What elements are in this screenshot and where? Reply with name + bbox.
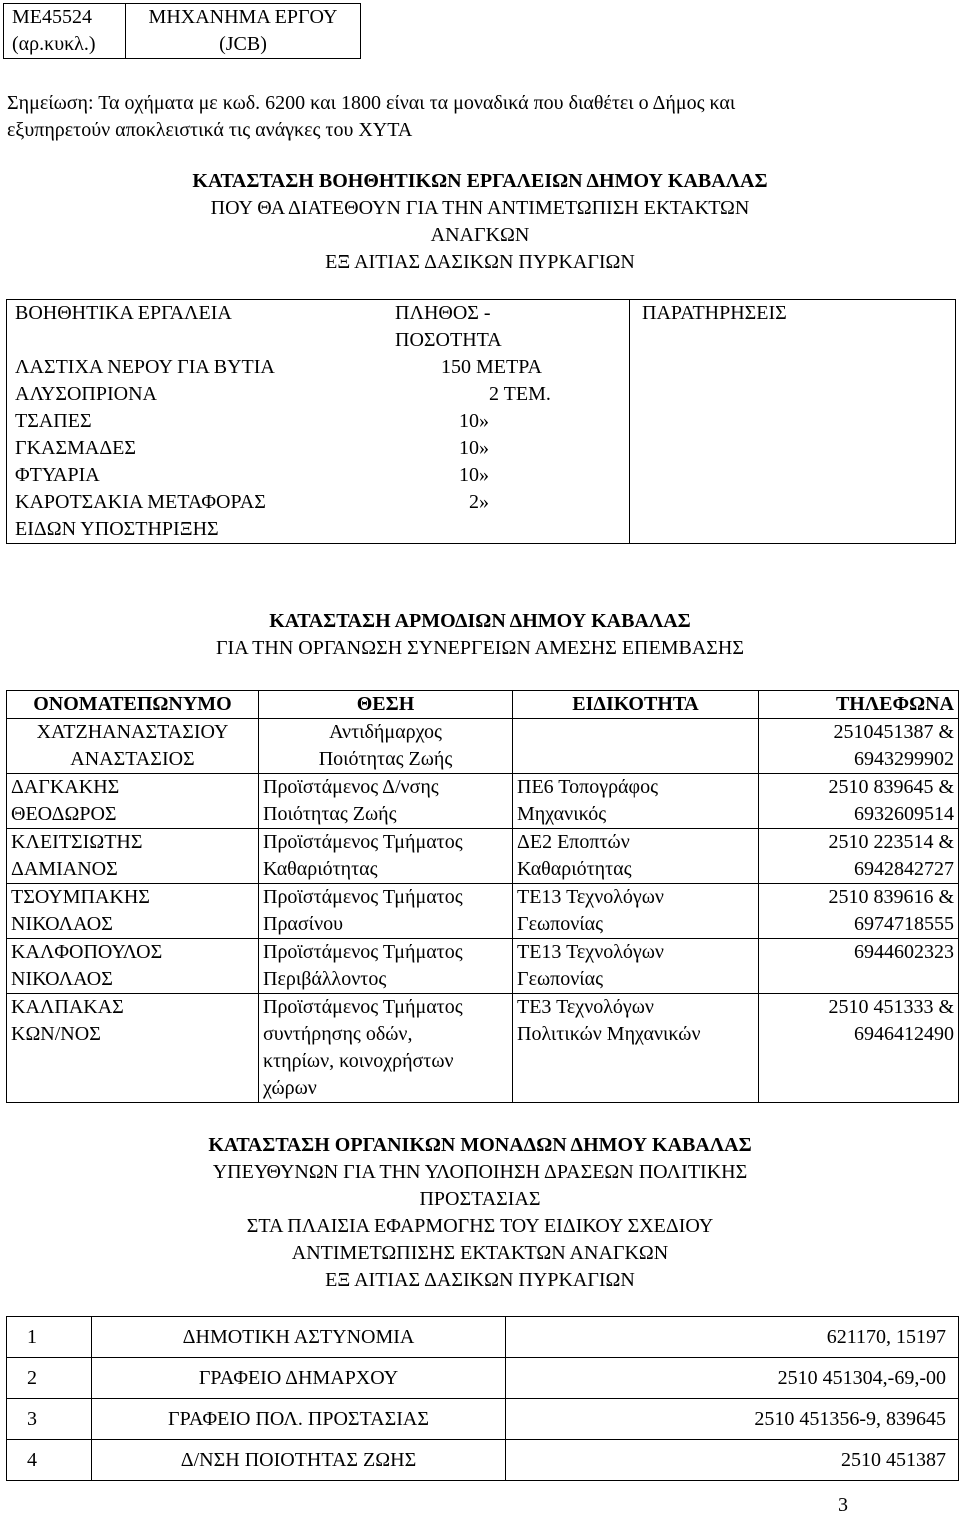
staff-specialty: Μηχανικός: [517, 803, 607, 825]
staff-name-cell: [7, 719, 259, 774]
staff-position: Καθαριότητας: [263, 858, 378, 880]
staff-firstname: ΔΑΜΙΑΝΟΣ: [11, 858, 118, 880]
tools-heading-line: ΕΞ ΑΙΤΙΑΣ ΔΑΣΙΚΩΝ ΠΥΡΚΑΓΙΩΝ: [325, 251, 635, 273]
tools-col-header: ΠΑΡΑΤΗΡΗΣΕΙΣ: [642, 302, 787, 324]
staff-specialty: ΤΕ13 Τεχνολόγων: [517, 941, 664, 963]
staff-position: Αντιδήμαρχος: [329, 721, 442, 743]
staff-specialty-cell: [513, 939, 759, 994]
staff-specialty: Γεωπονίας: [517, 913, 604, 935]
staff-specialty: ΔΕ2 Εποπτών: [517, 831, 630, 853]
unit-phone: 2510 451387: [506, 1440, 959, 1481]
tools-col-header: ΠΟΣΟΤΗΤΑ: [395, 329, 502, 351]
staff-position: Ποιότητας Ζωής: [263, 803, 397, 825]
tools-col-header: ΠΛΗΘΟΣ -: [395, 302, 491, 324]
staff-position: Ποιότητας Ζωής: [318, 748, 453, 770]
staff-phone-cell: [759, 939, 959, 994]
staff-phone: 6932609514: [854, 803, 954, 825]
staff-heading-title: ΚΑΤΑΣΤΑΣΗ ΑΡΜΟΔΙΩΝ ΔΗΜΟΥ ΚΑΒΑΛΑΣ: [269, 610, 691, 632]
table-row: [7, 300, 956, 544]
staff-phone: 2510 451333 &: [828, 996, 954, 1018]
staff-phone-cell: [759, 719, 959, 774]
staff-specialty: ΠΕ6 Τοπογράφος: [517, 776, 658, 798]
staff-specialty-cell: [513, 829, 759, 884]
table-row: [7, 719, 959, 774]
staff-specialty: ΤΕ13 Τεχνολόγων: [517, 886, 664, 908]
vehicle-type-note: (JCB): [219, 33, 267, 55]
staff-position: κτηρίων, κοινοχρήστων: [263, 1050, 454, 1072]
units-table: [6, 1316, 959, 1481]
table-row: [7, 994, 959, 1103]
col-header-name: ΟΝΟΜΑΤΕΠΩΝΥΜΟ: [7, 691, 259, 719]
tool-name: ΚΑΡΟΤΣΑΚΙΑ ΜΕΤΑΦΟΡΑΣ: [15, 491, 266, 513]
staff-specialty-cell: [513, 994, 759, 1103]
unit-name: ΓΡΑΦΕΙΟ ΠΟΛ. ΠΡΟΣΤΑΣΙΑΣ: [92, 1399, 506, 1440]
vehicle-type: ΜΗΧΑΝΗΜΑ ΕΡΓΟΥ: [148, 6, 338, 28]
staff-phone: 6942842727: [854, 858, 954, 880]
vehicle-code-note: (αρ.κυκλ.): [12, 33, 96, 55]
staff-specialty-cell: [513, 774, 759, 829]
staff-position-cell: [259, 719, 513, 774]
staff-phone: 6944602323: [854, 941, 954, 963]
staff-specialty: ΤΕ3 Τεχνολόγων: [517, 996, 654, 1018]
vehicle-type-cell: [126, 4, 361, 59]
unit-number: 1: [7, 1317, 92, 1358]
staff-specialty: Καθαριότητας: [517, 858, 632, 880]
tools-heading-title: ΚΑΤΑΣΤΑΣΗ ΒΟΗΘΗΤΙΚΩΝ ΕΡΓΑΛΕΙΩΝ ΔΗΜΟΥ ΚΑΒΑΛΑΣ: [192, 170, 768, 192]
staff-position: Προϊστάμενος Τμήματος: [263, 996, 463, 1018]
vehicle-code: ΜΕ45524: [12, 6, 92, 28]
unit-phone: 2510 451356-9, 839645: [506, 1399, 959, 1440]
tools-col3-cell: [630, 300, 956, 544]
vehicle-table: [3, 3, 361, 59]
tool-name: ΦΤΥΑΡΙΑ: [15, 464, 100, 486]
tools-heading-line: ΠΟΥ ΘΑ ΔΙΑΤΕΘΟΥΝ ΓΙΑ ΤΗΝ ΑΝΤΙΜΕΤΩΠΙΣΗ ΕΚΤΑΚΤΩΝ: [210, 197, 750, 219]
spacer: [15, 327, 377, 354]
tool-qty: 2 ΤΕΜ.: [489, 383, 551, 405]
tool-name: ΤΣΑΠΕΣ: [15, 410, 92, 432]
staff-name-cell: [7, 829, 259, 884]
staff-phone: 2510 839616 &: [828, 886, 954, 908]
tool-name: ΕΙΔΩΝ ΥΠΟΣΤΗΡΙΞΗΣ: [15, 518, 219, 540]
staff-phone-cell: [759, 774, 959, 829]
units-heading-title: ΚΑΤΑΣΤΑΣΗ ΟΡΓΑΝΙΚΩΝ ΜΟΝΑΔΩΝ ΔΗΜΟΥ ΚΑΒΑΛΑΣ: [208, 1134, 752, 1156]
staff-surname: ΚΑΛΦΟΠΟΥΛΟΣ: [11, 941, 163, 963]
staff-phone-cell: [759, 884, 959, 939]
units-heading: [0, 1132, 960, 1294]
staff-firstname: ΝΙΚΟΛΑΟΣ: [11, 968, 113, 990]
page-number: 3: [838, 1494, 848, 1516]
staff-position-cell: [259, 774, 513, 829]
staff-specialty: Πολιτικών Μηχανικών: [517, 1023, 701, 1045]
staff-position-cell: [259, 829, 513, 884]
units-heading-line: ΕΞ ΑΙΤΙΑΣ ΔΑΣΙΚΩΝ ΠΥΡΚΑΓΙΩΝ: [325, 1269, 635, 1291]
staff-phone: 2510 223514 &: [828, 831, 954, 853]
staff-firstname: ΚΩΝ/ΝΟΣ: [11, 1023, 101, 1045]
staff-position: Προϊστάμενος Τμήματος: [263, 831, 463, 853]
tool-qty: 2»: [469, 491, 489, 513]
staff-phone: 2510 839645 &: [828, 776, 954, 798]
table-row: [7, 1440, 959, 1481]
staff-firstname: ΘΕΟΔΩΡΟΣ: [11, 803, 117, 825]
staff-table: [6, 690, 959, 1103]
col-header-phones: ΤΗΛΕΦΩΝΑ: [759, 691, 959, 719]
unit-phone: 2510 451304,-69,-00: [506, 1358, 959, 1399]
staff-phone: 6946412490: [854, 1023, 954, 1045]
unit-number: 4: [7, 1440, 92, 1481]
staff-name-cell: [7, 994, 259, 1103]
col-header-position: ΘΕΣΗ: [259, 691, 513, 719]
tool-name: ΑΛΥΣΟΠΡΙΟΝΑ: [15, 383, 157, 405]
staff-surname: ΤΣΟΥΜΠΑΚΗΣ: [11, 886, 150, 908]
spacer: [395, 516, 625, 543]
staff-position: Περιβάλλοντος: [263, 968, 387, 990]
staff-position: Πρασίνου: [263, 913, 344, 935]
staff-name-cell: [7, 884, 259, 939]
note-line: εξυπηρετούν αποκλειστικά τις ανάγκες του ΧΥΤΑ: [7, 119, 413, 141]
staff-name-cell: [7, 939, 259, 994]
unit-name: ΓΡΑΦΕΙΟ ΔΗΜΑΡΧΟΥ: [92, 1358, 506, 1399]
table-row: [7, 939, 959, 994]
table-row: [7, 774, 959, 829]
staff-heading-line: ΓΙΑ ΤΗΝ ΟΡΓΑΝΩΣΗ ΣΥΝΕΡΓΕΙΩΝ ΑΜΕΣΗΣ ΕΠΕΜΒΑΣΗΣ: [215, 637, 745, 659]
staff-surname: ΧΑΤΖΗΑΝΑΣΤΑΣΙΟΥ: [36, 721, 229, 743]
staff-name-cell: [7, 774, 259, 829]
staff-position: χώρων: [263, 1077, 317, 1099]
tool-name: ΓΚΑΣΜΑΔΕΣ: [15, 437, 137, 459]
table-row: [7, 1399, 959, 1440]
tools-col-header: ΒΟΗΘΗΤΙΚΑ ΕΡΓΑΛΕΙΑ: [15, 302, 232, 324]
tools-heading-line: ΑΝΑΓΚΩΝ: [430, 224, 530, 246]
staff-phone: 6974718555: [854, 913, 954, 935]
staff-position-cell: [259, 994, 513, 1103]
staff-specialty-cell: [513, 884, 759, 939]
unit-phone: 621170, 15197: [506, 1317, 959, 1358]
vehicle-code-cell: [4, 4, 126, 59]
tools-col2-cell: [381, 300, 630, 544]
unit-number: 3: [7, 1399, 92, 1440]
staff-specialty: Γεωπονίας: [517, 968, 604, 990]
tool-qty: 10»: [459, 464, 489, 486]
units-heading-line: ΠΡΟΣΤΑΣΙΑΣ: [419, 1188, 541, 1210]
staff-firstname: ΝΙΚΟΛΑΟΣ: [11, 913, 113, 935]
staff-firstname: ΑΝΑΣΤΑΣΙΟΣ: [70, 748, 195, 770]
table-header-row: [7, 691, 959, 719]
tool-qty: 150 ΜΕΤΡΑ: [441, 356, 542, 378]
staff-phone-cell: [759, 994, 959, 1103]
staff-position: Προϊστάμενος Τμήματος: [263, 941, 463, 963]
staff-phone-cell: [759, 829, 959, 884]
units-heading-line: ΑΝΤΙΜΕΤΩΠΙΣΗΣ ΕΚΤΑΚΤΩΝ ΑΝΑΓΚΩΝ: [291, 1242, 669, 1264]
unit-name: Δ/ΝΣΗ ΠΟΙΟΤΗΤΑΣ ΖΩΗΣ: [92, 1440, 506, 1481]
note-line: Σημείωση: Τα οχήματα με κωδ. 6200 και 1800 είναι τα μοναδικά που διαθέτει ο Δήμος και: [7, 92, 736, 114]
staff-surname: ΔΑΓΚΑΚΗΣ: [11, 776, 120, 798]
staff-heading: [0, 608, 960, 662]
table-row: [7, 884, 959, 939]
staff-surname: ΚΛΕΙΤΣΙΩΤΗΣ: [11, 831, 143, 853]
vehicles-note: [7, 90, 957, 144]
table-row: [7, 829, 959, 884]
col-header-specialty: ΕΙΔΙΚΟΤΗΤΑ: [513, 691, 759, 719]
tools-col1-cell: [7, 300, 382, 544]
tool-qty: 10»: [459, 410, 489, 432]
staff-specialty-cell: [513, 719, 759, 774]
units-heading-line: ΣΤΑ ΠΛΑΙΣΙΑ ΕΦΑΡΜΟΓΗΣ ΤΟΥ ΕΙΔΙΚΟΥ ΣΧΕΔΙΟΥ: [246, 1215, 714, 1237]
unit-name: ΔΗΜΟΤΙΚΗ ΑΣΤΥΝΟΜΙΑ: [92, 1317, 506, 1358]
staff-position: συντήρησης οδών,: [263, 1023, 413, 1045]
staff-surname: ΚΑΛΠΑΚΑΣ: [11, 996, 124, 1018]
staff-position: Προϊστάμενος Δ/νσης: [263, 776, 439, 798]
staff-phone: 2510451387 &: [833, 721, 954, 743]
table-row: [7, 1358, 959, 1399]
table-row: [7, 1317, 959, 1358]
table-row: [4, 4, 361, 59]
staff-position: Προϊστάμενος Τμήματος: [263, 886, 463, 908]
tools-table: [6, 299, 956, 544]
tools-heading: [0, 168, 960, 276]
tool-qty: 10»: [459, 437, 489, 459]
staff-position-cell: [259, 884, 513, 939]
units-heading-line: ΥΠΕΥΘΥΝΩΝ ΓΙΑ ΤΗΝ ΥΛΟΠΟΙΗΣΗ ΔΡΑΣΕΩΝ ΠΟΛΙΤΙΚΗΣ: [212, 1161, 748, 1183]
staff-position-cell: [259, 939, 513, 994]
staff-phone: 6943299902: [854, 748, 954, 770]
tool-name: ΛΑΣΤΙΧΑ ΝΕΡΟΥ ΓΙΑ ΒΥΤΙΑ: [15, 356, 275, 378]
unit-number: 2: [7, 1358, 92, 1399]
